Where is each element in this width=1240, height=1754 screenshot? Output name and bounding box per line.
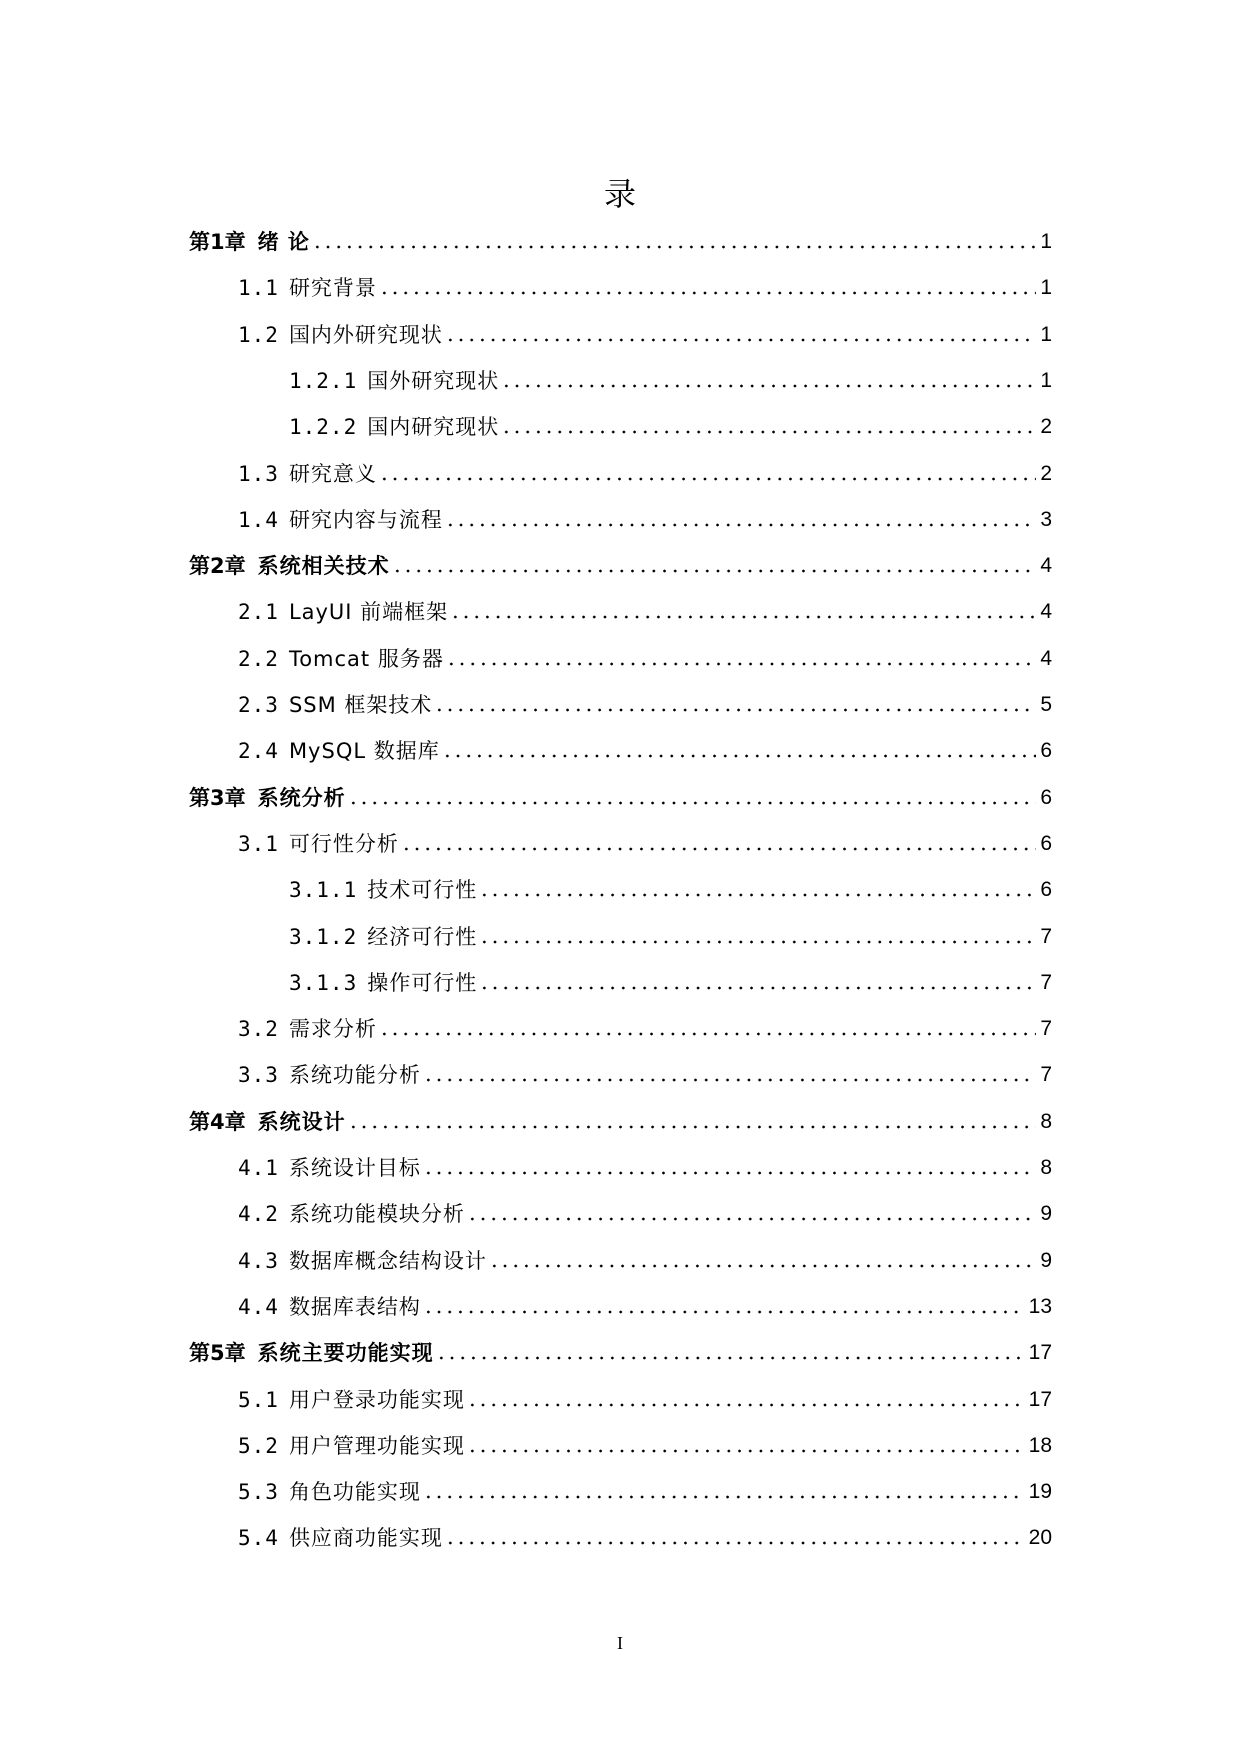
toc-entry[interactable] xyxy=(289,874,1052,904)
toc-entry-number: 1.4 xyxy=(238,507,279,532)
toc-entry-title: 国内外研究现状 xyxy=(288,322,443,347)
dot-leader xyxy=(446,661,1036,667)
toc-entry-title: 研究背景 xyxy=(288,276,377,301)
toc-entry-number: 3.3 xyxy=(238,1063,279,1088)
toc-entry-page-number: 8 xyxy=(1040,1156,1052,1179)
toc-entry-number: 1.3 xyxy=(238,461,279,486)
toc-entry-page-number: 2 xyxy=(1040,461,1052,485)
dot-leader xyxy=(501,383,1036,389)
toc-entry[interactable] xyxy=(238,458,1052,488)
dot-leader xyxy=(489,1263,1036,1269)
toc-entry-page-number: 9 xyxy=(1040,1202,1052,1226)
toc-entry-page-number: 7 xyxy=(1040,924,1052,948)
toc-entry-number: 5.1 xyxy=(238,1387,279,1412)
toc-entry-number: 第3章 xyxy=(189,785,246,810)
toc-entry-title: 技术可行性 xyxy=(367,878,478,903)
toc-entry-title: 角色功能实现 xyxy=(288,1480,421,1505)
toc-entry-page-number: 20 xyxy=(1028,1526,1052,1550)
dot-leader xyxy=(379,290,1036,296)
toc-entry-page-number: 17 xyxy=(1028,1387,1052,1411)
toc-entry[interactable] xyxy=(238,1152,1052,1182)
toc-entry-title: SSM 框架技术 xyxy=(288,693,433,717)
toc-entry-title: 供应商功能实现 xyxy=(288,1526,443,1551)
toc-entry-title: 可行性分析 xyxy=(288,831,399,856)
toc-entry[interactable] xyxy=(238,643,1052,673)
toc-entry-number: 第1章 xyxy=(189,230,246,254)
toc-entry-page-number: 2 xyxy=(1040,415,1052,439)
dot-leader xyxy=(348,800,1036,806)
toc-entry-page-number: 3 xyxy=(1040,507,1052,531)
toc-entry-title: 系统主要功能实现 xyxy=(257,1341,434,1366)
toc-entry-number: 5.2 xyxy=(238,1433,279,1458)
dot-leader xyxy=(423,1170,1036,1176)
toc-entry-title: MySQL 数据库 xyxy=(288,739,440,764)
dot-leader xyxy=(312,244,1036,250)
toc-entry-page-number: 4 xyxy=(1040,600,1052,624)
toc-entry-page-number: 1 xyxy=(1040,322,1052,346)
toc-entry-title: 数据库概念结构设计 xyxy=(288,1248,487,1273)
toc-entry-number: 5.4 xyxy=(238,1526,279,1551)
toc-entry-number: 2.4 xyxy=(238,739,279,764)
toc-entry-page-number: 7 xyxy=(1040,1017,1052,1041)
dot-leader xyxy=(423,1494,1025,1500)
toc-entry[interactable] xyxy=(189,782,1052,812)
dot-leader xyxy=(423,1309,1025,1315)
toc-entry[interactable] xyxy=(238,596,1052,626)
toc-entry-page-number: 4 xyxy=(1040,646,1052,670)
dot-leader xyxy=(467,1216,1036,1222)
toc-entry-number: 1.1 xyxy=(238,276,279,301)
toc-entry-number: 2.1 xyxy=(238,600,279,625)
toc-entry-number: 4.4 xyxy=(238,1294,279,1319)
toc-entry[interactable] xyxy=(238,1291,1052,1321)
toc-entry-title: 系统功能分析 xyxy=(288,1063,421,1088)
toc-entry-title: 绪 论 xyxy=(257,230,310,254)
dot-leader xyxy=(450,614,1036,620)
toc-entry-page-number: 9 xyxy=(1040,1248,1052,1272)
toc-entry-title: 数据库表结构 xyxy=(288,1294,421,1319)
toc-entry-page-number: 18 xyxy=(1028,1433,1052,1457)
toc-entry-number: 第4章 xyxy=(189,1109,246,1134)
toc-entry-page-number: 6 xyxy=(1040,739,1052,763)
toc-entry[interactable] xyxy=(238,1245,1052,1275)
toc-entry-title: Tomcat 服务器 xyxy=(288,646,444,671)
toc-entry[interactable] xyxy=(238,272,1052,302)
toc-entry-number: 4.1 xyxy=(238,1156,279,1180)
toc-entry[interactable] xyxy=(238,319,1052,349)
dot-leader xyxy=(467,1402,1025,1408)
toc-entry[interactable] xyxy=(289,365,1052,395)
toc-entry-number: 1.2.2 xyxy=(289,415,358,440)
toc-entry-number: 3.1.3 xyxy=(289,970,358,995)
dot-leader xyxy=(501,429,1036,435)
dot-leader xyxy=(445,337,1036,343)
toc-entry[interactable] xyxy=(189,1106,1052,1136)
toc-entry-page-number: 7 xyxy=(1040,970,1052,994)
toc-entry[interactable] xyxy=(189,226,1052,256)
dot-leader xyxy=(434,707,1036,713)
toc-entry-page-number: 6 xyxy=(1040,785,1052,809)
toc-entry-title: LayUI 前端框架 xyxy=(288,600,449,625)
toc-entry-title: 经济可行性 xyxy=(367,924,478,949)
dot-leader xyxy=(379,1031,1036,1037)
toc-entry-title: 研究内容与流程 xyxy=(288,507,443,532)
toc-entry-page-number: 5 xyxy=(1040,693,1052,716)
toc-entry-number: 3.1.1 xyxy=(289,878,358,903)
dot-leader xyxy=(442,753,1036,759)
toc-entry-number: 2.3 xyxy=(238,693,279,717)
dot-leader xyxy=(445,522,1036,528)
dot-leader xyxy=(445,1540,1025,1546)
toc-title: 录 xyxy=(603,175,636,213)
toc-entry-page-number: 8 xyxy=(1040,1109,1052,1133)
toc-entry[interactable] xyxy=(238,1522,1052,1552)
toc-entry[interactable] xyxy=(238,1013,1052,1043)
toc-entry[interactable] xyxy=(189,550,1052,580)
toc-entry-title: 用户登录功能实现 xyxy=(288,1387,465,1412)
toc-entry[interactable] xyxy=(289,921,1052,951)
toc-entry-page-number: 13 xyxy=(1028,1294,1052,1318)
dot-leader xyxy=(479,939,1036,945)
toc-entry[interactable] xyxy=(289,411,1052,441)
toc-entry[interactable] xyxy=(238,1384,1052,1414)
toc-entry-number: 5.3 xyxy=(238,1480,279,1505)
dot-leader xyxy=(436,1355,1025,1361)
toc-entry-number: 4.3 xyxy=(238,1248,279,1273)
toc-entry-title: 研究意义 xyxy=(288,461,377,486)
toc-entry-page-number: 6 xyxy=(1040,831,1052,855)
toc-entry-title: 系统相关技术 xyxy=(257,554,390,579)
toc-entry-page-number: 1 xyxy=(1040,230,1052,253)
toc-entry[interactable] xyxy=(238,735,1052,765)
dot-leader xyxy=(401,846,1036,852)
toc-entry-number: 1.2 xyxy=(238,322,279,347)
toc-entry-title: 国外研究现状 xyxy=(367,368,500,393)
toc-entry-title: 国内研究现状 xyxy=(367,415,500,440)
toc-entry[interactable] xyxy=(238,1430,1052,1460)
dot-leader xyxy=(479,892,1036,898)
toc-entry[interactable] xyxy=(238,828,1052,858)
dot-leader xyxy=(467,1448,1025,1454)
dot-leader xyxy=(479,985,1036,991)
toc-entry-number: 3.2 xyxy=(238,1017,279,1042)
toc-entry[interactable] xyxy=(289,967,1052,997)
toc-entry-page-number: 6 xyxy=(1040,878,1052,902)
toc-entry-title: 用户管理功能实现 xyxy=(288,1433,465,1458)
toc-entry[interactable] xyxy=(238,1198,1052,1228)
toc-entry-page-number: 7 xyxy=(1040,1063,1052,1087)
toc-entry-title: 系统设计 xyxy=(257,1109,346,1134)
toc-entry[interactable] xyxy=(238,1476,1052,1506)
dot-leader xyxy=(423,1077,1036,1083)
toc-entry-number: 1.2.1 xyxy=(289,368,358,393)
toc-entry-title: 系统设计目标 xyxy=(288,1156,421,1180)
toc-entry-page-number: 1 xyxy=(1040,276,1052,300)
page-number-footer: I xyxy=(617,1633,623,1653)
toc-entry-number: 第2章 xyxy=(189,554,246,579)
toc-entry-page-number: 19 xyxy=(1028,1480,1052,1504)
toc-entry-number: 第5章 xyxy=(189,1341,246,1366)
dot-leader xyxy=(379,476,1036,482)
toc-entry-number: 3.1.2 xyxy=(289,924,358,949)
toc-entry-page-number: 17 xyxy=(1028,1341,1052,1365)
dot-leader xyxy=(348,1124,1036,1130)
toc-entry-page-number: 4 xyxy=(1040,554,1052,578)
toc-entry-number: 4.2 xyxy=(238,1202,279,1227)
toc-entry-title: 操作可行性 xyxy=(367,970,478,995)
toc-entry-page-number: 1 xyxy=(1040,368,1052,392)
toc-entry-number: 2.2 xyxy=(238,646,279,671)
toc-entry-title: 系统分析 xyxy=(257,785,346,810)
toc-entry-number: 3.1 xyxy=(238,831,279,856)
toc-entry[interactable] xyxy=(238,1059,1052,1089)
dot-leader xyxy=(392,568,1036,574)
toc-entry[interactable] xyxy=(189,1337,1052,1367)
toc-entry-title: 需求分析 xyxy=(288,1017,377,1042)
toc-entry[interactable] xyxy=(238,689,1052,719)
toc-entry[interactable] xyxy=(238,504,1052,534)
toc-entry-title: 系统功能模块分析 xyxy=(288,1202,465,1227)
